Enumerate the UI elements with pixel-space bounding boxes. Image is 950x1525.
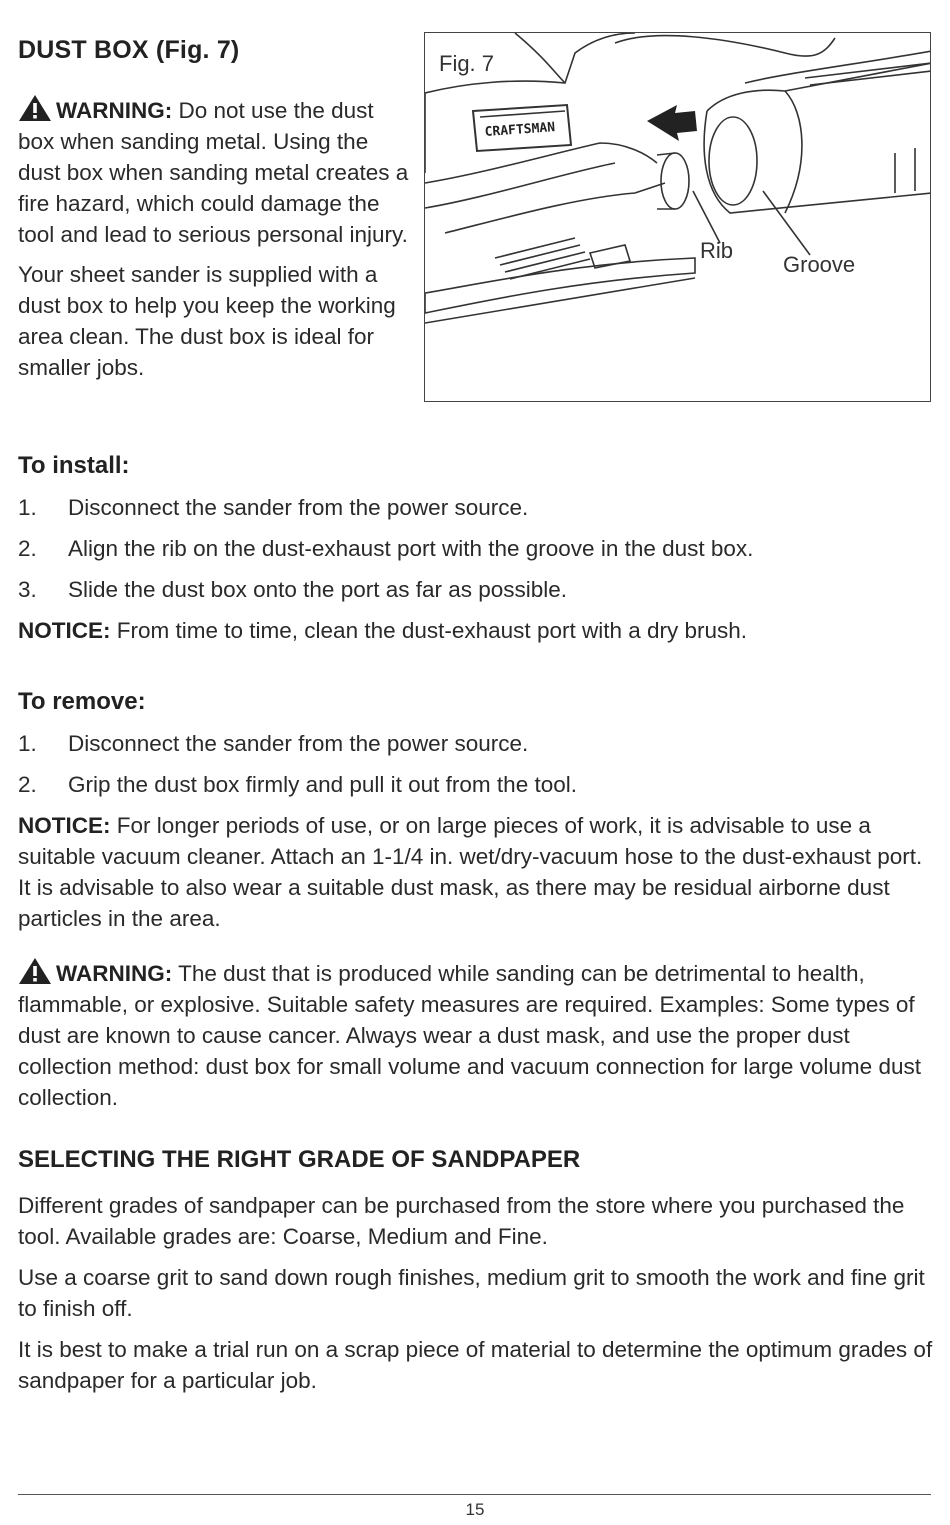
notice-label: NOTICE: — [18, 813, 111, 838]
warning-text: The dust that is produced while sanding can be detrimental to health, flammable, or explosive. Suitable safety measures are required. Examples: Some types of dust are known to cause cancer. Always wear a dust mask, and use the proper dust collection method: dust box for small volume and vacuum connection for large volume dust collection. — [18, 961, 921, 1110]
warning-label: WARNING: — [56, 961, 173, 986]
remove-notice — [18, 810, 933, 934]
sander-dust-box-illustration — [425, 33, 931, 402]
footer-divider — [18, 1494, 931, 1495]
page-number: 15 — [465, 1500, 485, 1519]
install-section — [18, 452, 933, 646]
install-step — [18, 492, 933, 523]
groove-callout: Groove — [783, 252, 856, 277]
sandpaper-paragraph: It is best to make a trial run on a scrap piece of material to determine the optimum grades of sandpaper for a particular job. — [18, 1337, 933, 1393]
sandpaper-paragraph: Different grades of sandpaper can be purchased from the store where you purchased the tool. Available grades are: Coarse, Medium and Fine. — [18, 1193, 905, 1249]
step-number: 2. — [18, 772, 37, 797]
warning-triangle-icon — [18, 94, 52, 122]
sandpaper-section — [18, 1146, 933, 1396]
install-heading: To install: — [18, 452, 130, 479]
warning-triangle-icon — [18, 957, 52, 985]
dust-warning — [18, 957, 933, 1113]
remove-heading: To remove: — [18, 688, 146, 715]
install-step — [18, 574, 933, 605]
step-number: 3. — [18, 577, 37, 602]
warning-text: Do not use the dust box when sanding metal. Using the dust box when sanding metal creates a fire hazard, which could damage the tool and lead to serious personal injury. — [18, 98, 409, 247]
warning-label: WARNING: — [56, 98, 173, 123]
step-text: Align the rib on the dust-exhaust port with the groove in the dust box. — [68, 536, 754, 561]
dust-warning-section — [18, 957, 933, 1113]
sandpaper-paragraph: Use a coarse grit to sand down rough finishes, medium grit to smooth the work and fine grit to finish off. — [18, 1265, 925, 1321]
step-number: 1. — [18, 731, 37, 756]
sandpaper-heading: SELECTING THE RIGHT GRADE OF SANDPAPER — [18, 1146, 581, 1173]
install-notice — [18, 615, 933, 646]
step-text: Grip the dust box firmly and pull it out from the tool. — [68, 772, 577, 797]
dust-box-intro: Your sheet sander is supplied with a dust box to help you keep the working area clean. The dust box is ideal for smaller jobs. — [18, 262, 396, 380]
notice-text: For longer periods of use, or on large pieces of work, it is advisable to use a suitable vacuum cleaner. Attach an 1-1/4 in. wet/dry-vacuum hose to the dust-exhaust port. It is advisable to also wear a suitable dust mask, as there may be residual airborne dust particles in the area. — [18, 813, 923, 931]
step-number: 2. — [18, 536, 37, 561]
figure-7 — [424, 32, 931, 402]
rib-callout: Rib — [700, 238, 734, 263]
dust-box-warning — [18, 94, 413, 250]
step-text: Disconnect the sander from the power source. — [68, 495, 529, 520]
install-step — [18, 533, 933, 564]
dust-box-heading: DUST BOX (Fig. 7) — [18, 36, 240, 64]
step-text: Disconnect the sander from the power source. — [68, 731, 529, 756]
figure-label: Fig. 7 — [439, 51, 495, 76]
dust-box-section — [18, 34, 413, 383]
step-text: Slide the dust box onto the port as far as possible. — [68, 577, 568, 602]
remove-step — [18, 769, 933, 800]
notice-text: From time to time, clean the dust-exhaust port with a dry brush. — [116, 618, 748, 643]
remove-section — [18, 688, 933, 934]
remove-step — [18, 728, 933, 759]
brand-mark: CRAFTSMAN — [484, 120, 556, 140]
step-number: 1. — [18, 495, 37, 520]
notice-label: NOTICE: — [18, 618, 111, 643]
